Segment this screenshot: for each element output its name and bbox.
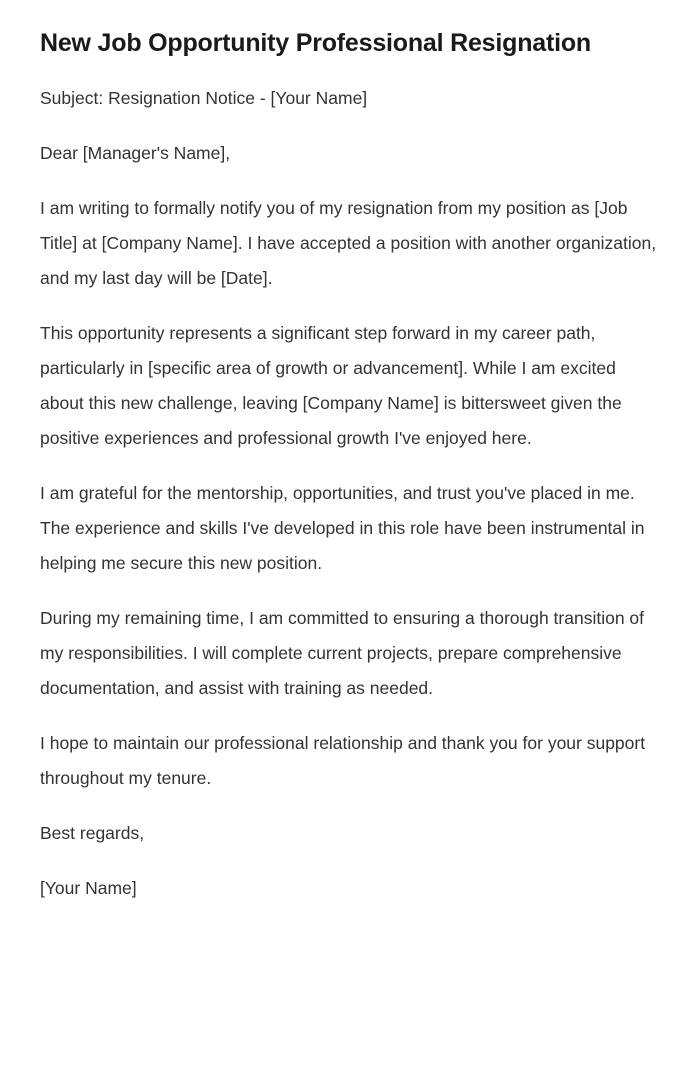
subject-line: Subject: Resignation Notice - [Your Name] bbox=[40, 88, 368, 108]
signature: [Your Name] bbox=[40, 878, 137, 898]
body-paragraph: I am grateful for the mentorship, opportunities, and trust you've placed in me. The experience and skills I've developed in this role have been instrumental in helping me secure this new position. bbox=[40, 483, 645, 573]
closing: Best regards, bbox=[40, 823, 145, 843]
body-paragraph: I am writing to formally notify you of my resignation from my position as [Job Title] at [Company Name]. I have accepted a position with another organization, and my last day will be [Date]. bbox=[40, 198, 657, 288]
body-paragraph: I hope to maintain our professional relationship and thank you for your support throughout my tenure. bbox=[40, 733, 646, 788]
body-paragraph: During my remaining time, I am committed to ensuring a thorough transition of my responsibilities. I will complete current projects, prepare comprehensive documentation, and assist with training as needed. bbox=[40, 608, 645, 698]
document-title: New Job Opportunity Professional Resignation bbox=[40, 29, 591, 57]
salutation: Dear [Manager's Name], bbox=[40, 143, 231, 163]
body-paragraph: This opportunity represents a significant step forward in my career path, particularly in [specific area of growth or advancement]. While I am excited about this new challenge, leaving [Company Name] is bittersweet given the positive experiences and professional growth I've enjoyed here. bbox=[40, 323, 622, 448]
